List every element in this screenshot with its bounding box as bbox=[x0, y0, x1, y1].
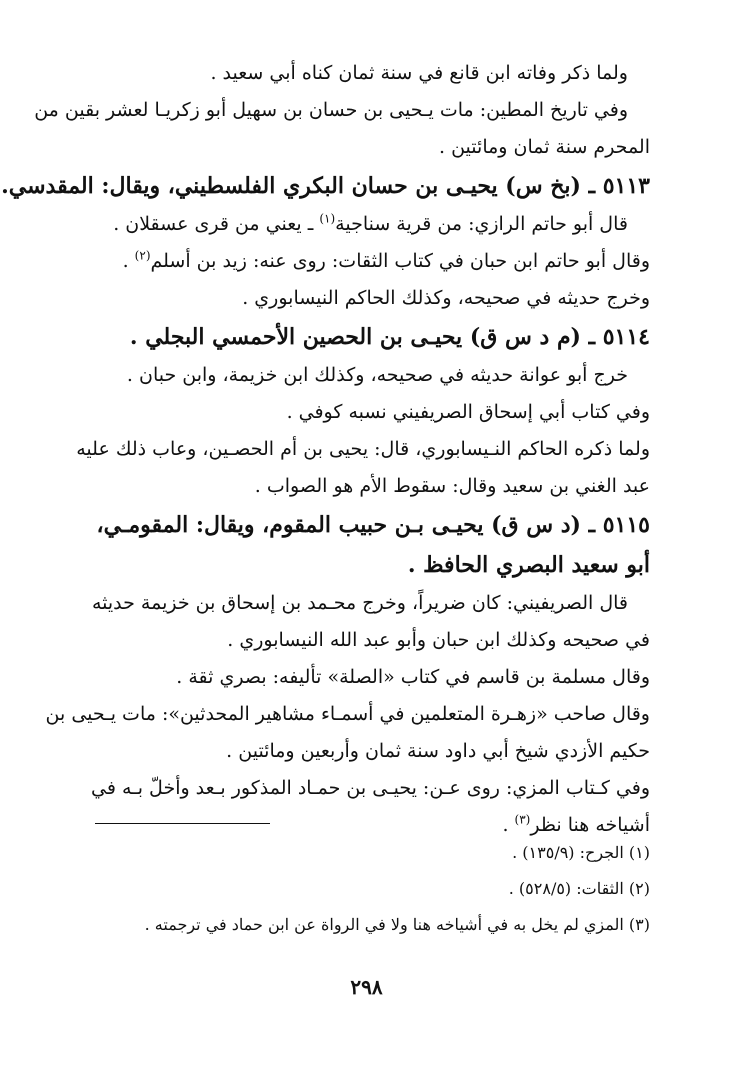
text-span: ـ يعني من قرى عسقلان . bbox=[113, 213, 320, 235]
footnote-ref: (٢) bbox=[134, 248, 151, 263]
paragraph-line: خرج أبو عوانة حديثه في صحيحه، وكذلك ابن خزيمة، وابن حبان . bbox=[126, 364, 628, 386]
paragraph-line: المحرم سنة ثمان ومائتين . bbox=[439, 136, 650, 158]
main-text bbox=[1, 55, 650, 844]
footnote-3: (٣) المزي لم يخل به في أشياخه هنا ولا في الرواة عن ابن حماد في ترجمته . bbox=[144, 915, 650, 934]
page-number: ٢٩٨ bbox=[350, 975, 383, 999]
paragraph-line: وخرج حديثه في صحيحه، وكذلك الحاكم النيسابوري . bbox=[242, 287, 650, 309]
paragraph-line: في صحيحه وكذلك ابن حبان وأبو عبد الله النيسابوري . bbox=[227, 629, 650, 651]
paragraph-line: وفي كـتاب المزي: روى عـن: يحيـى بن حمـاد المذكور بـعد وأخلّ بـه في bbox=[91, 777, 650, 799]
paragraph-line: وقال صاحب «زهـرة المتعلمين في أسمـاء مشاهير المحدثين»: مات يـحيى بن bbox=[45, 703, 650, 725]
footnote-1: (١) الجرح: (١٣٥/٩) . bbox=[512, 843, 650, 862]
text-span: أشياخه هنا نظر bbox=[530, 814, 650, 836]
paragraph-line: ولما ذكر وفاته ابن قانع في سنة ثمان كناه أبي سعيد . bbox=[210, 62, 628, 84]
footnote-ref: (١) bbox=[319, 211, 336, 226]
paragraph-line bbox=[95, 206, 650, 243]
paragraph-line: حكيم الأزدي شيخ أبي داود سنة ثمان وأربعين ومائتين . bbox=[226, 740, 650, 762]
entry-heading-5114: ٥١١٤ ـ (م د س ق) يحيـى بن الحصين الأحمسي البجلي . bbox=[129, 324, 650, 350]
text-span: قال أبو حاتم الرازي: من قرية سناجية bbox=[335, 213, 628, 235]
footnote-2: (٢) الثقات: (٥٢٨/٥) . bbox=[508, 879, 650, 898]
footnote-divider bbox=[95, 823, 270, 824]
paragraph-line bbox=[95, 243, 650, 280]
paragraph-line: عبد الغني بن سعيد وقال: سقوط الأم هو الصواب . bbox=[254, 475, 650, 497]
paragraph-line: قال الصريفيني: كان ضريراً، وخرج محـمد بن إسحاق بن خزيمة حديثه bbox=[91, 592, 628, 614]
text-span: . bbox=[502, 814, 515, 836]
entry-heading-5113: ٥١١٣ ـ (بخ س) يحيـى بن حسان البكري الفلسطيني، ويقال: المقدسي. bbox=[1, 173, 650, 199]
text-span: وقال أبو حاتم ابن حبان في كتاب الثقات: روى عنه: زيد بن أسلم bbox=[150, 250, 650, 272]
paragraph-line: وقال مسلمة بن قاسم في كتاب «الصلة» تأليفه: بصري ثقة . bbox=[176, 666, 650, 688]
footnote-ref: (٣) bbox=[514, 812, 531, 827]
paragraph-line: ولما ذكره الحاكم النـيسابوري، قال: يحيى بن أم الحصـين، وعاب ذلك عليه bbox=[76, 438, 650, 460]
paragraph-line: وفي تاريخ المطين: مات يـحيى بن حسان بن سهيل أبو زكريـا لعشر بقين من bbox=[34, 99, 628, 121]
text-span: . bbox=[122, 250, 135, 272]
footnotes bbox=[95, 835, 650, 943]
entry-heading-5115: ٥١١٥ ـ (د س ق) يحيـى بـن حبيب المقوم، ويقال: المقومـي، أبو سعيد البصري الحافظ . bbox=[96, 512, 650, 578]
paragraph-line: وفي كتاب أبي إسحاق الصريفيني نسبه كوفي . bbox=[286, 401, 650, 423]
